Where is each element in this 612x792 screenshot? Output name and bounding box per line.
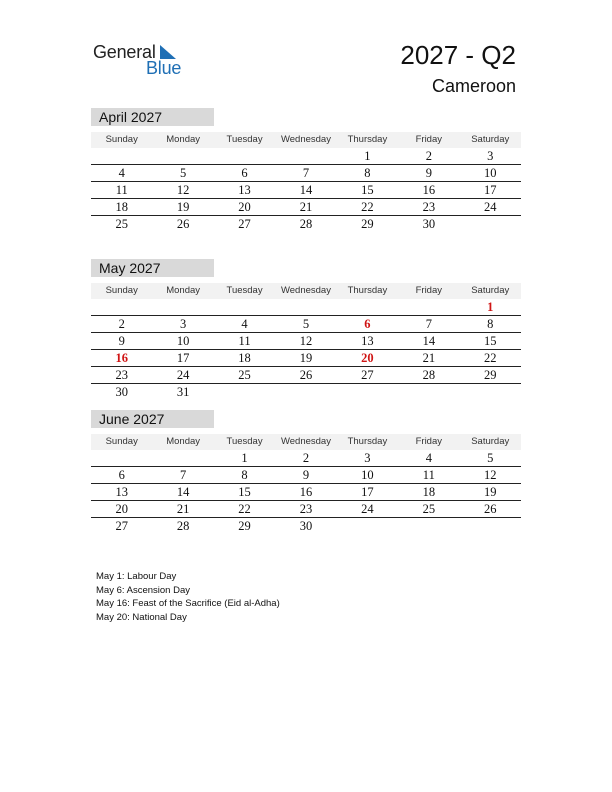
day-cell (460, 384, 521, 400)
day-cell: 26 (483, 502, 497, 516)
holiday-note: May 1: Labour Day (96, 571, 177, 582)
month-title: May 2027 (91, 259, 214, 277)
day-cell: 29 (238, 519, 251, 533)
day-cell: 12 (299, 334, 313, 348)
day-cell (337, 518, 398, 534)
weekday-header: Wednesday (280, 285, 331, 296)
weekday-header: Saturday (471, 134, 510, 145)
day-cell: 2 (302, 451, 310, 465)
day-cell: 5 (180, 166, 187, 180)
week-row (91, 165, 521, 182)
day-cell: 3 (487, 149, 494, 163)
day-cell: 22 (483, 351, 497, 365)
day-cell (460, 518, 521, 534)
day-cell (91, 148, 152, 164)
day-cell: 10 (483, 166, 497, 180)
day-cell: 21 (422, 351, 436, 365)
day-cell: 20 (115, 502, 128, 516)
day-cell: 27 (115, 519, 128, 533)
week-row (91, 316, 521, 333)
week-row (91, 216, 521, 232)
day-cell: 9 (302, 468, 310, 482)
day-cell: 25 (238, 368, 251, 382)
day-cell: 7 (302, 166, 310, 180)
week-row (91, 367, 521, 384)
day-cell: 4 (241, 317, 248, 331)
day-cell: 25 (422, 502, 436, 516)
week-row (91, 299, 521, 316)
weekday-header: Tuesday (226, 134, 263, 145)
day-cell: 11 (115, 183, 128, 197)
day-cell: 11 (238, 334, 251, 348)
day-cell (275, 148, 336, 164)
day-cell: 23 (422, 200, 436, 214)
day-cell (398, 384, 459, 400)
day-cell: 22 (238, 502, 251, 516)
day-cell: 23 (299, 502, 313, 516)
week-row (91, 467, 521, 484)
day-cell (91, 450, 152, 466)
weekday-header: Saturday (471, 285, 510, 296)
day-cell (275, 384, 336, 400)
day-cell: 27 (361, 368, 374, 382)
day-cell (337, 384, 398, 400)
weekday-header-row (91, 434, 521, 450)
day-cell: 1 (241, 451, 248, 465)
week-row (91, 450, 521, 467)
week-row (91, 350, 521, 367)
day-cell: 24 (483, 200, 497, 214)
day-cell: 18 (422, 485, 436, 499)
weekday-header: Monday (166, 134, 201, 145)
day-cell: 29 (483, 368, 497, 382)
day-cell: 9 (118, 334, 125, 348)
weekday-header: Friday (415, 285, 443, 296)
day-cell: 1 (364, 149, 371, 163)
month-april (91, 108, 521, 232)
day-cell (91, 299, 152, 315)
day-cell (275, 299, 336, 315)
day-cell: 21 (176, 502, 190, 516)
day-cell: 3 (364, 451, 371, 465)
logo-blue-text: Blue (146, 58, 182, 78)
logo-general-text: General (93, 42, 156, 62)
day-cell: 28 (299, 217, 313, 231)
day-cell: 4 (425, 451, 432, 465)
day-cell (337, 299, 398, 315)
day-cell: 29 (361, 217, 374, 231)
day-cell: 24 (176, 368, 190, 382)
week-row (91, 182, 521, 199)
day-cell: 3 (180, 317, 187, 331)
day-cell: 16 (299, 485, 313, 499)
holiday-day-cell: 6 (364, 317, 371, 331)
weekday-header: Tuesday (226, 285, 263, 296)
holiday-note: May 20: National Day (96, 611, 187, 623)
day-cell (152, 299, 213, 315)
day-cell: 18 (115, 200, 128, 214)
holiday-day-cell: 20 (361, 351, 374, 365)
month-title: April 2027 (91, 108, 214, 126)
day-cell (398, 518, 459, 534)
weekday-header: Wednesday (280, 436, 331, 447)
weekday-header-row (91, 283, 521, 299)
day-cell: 30 (422, 217, 436, 231)
holiday-day-cell: 1 (487, 300, 494, 314)
day-cell: 28 (422, 368, 436, 382)
day-cell: 8 (364, 166, 371, 180)
day-cell: 4 (118, 166, 125, 180)
day-cell: 27 (238, 217, 251, 231)
holiday-day-cell: 16 (115, 351, 128, 365)
day-cell (214, 148, 275, 164)
day-cell: 31 (176, 385, 190, 399)
day-cell: 7 (180, 468, 187, 482)
holiday-note: May 6: Ascension Day (96, 584, 190, 596)
day-cell (460, 216, 521, 232)
day-cell: 8 (487, 317, 494, 331)
month-title: June 2027 (91, 410, 214, 428)
weekday-header: Saturday (471, 436, 510, 447)
day-cell: 21 (299, 200, 313, 214)
day-cell: 23 (115, 368, 128, 382)
day-cell: 13 (361, 334, 374, 348)
day-cell: 16 (422, 183, 436, 197)
day-cell: 12 (483, 468, 497, 482)
day-cell: 14 (422, 334, 436, 348)
weekday-header: Sunday (105, 134, 138, 145)
weekday-header: Wednesday (280, 134, 331, 145)
weekday-header: Thursday (347, 285, 388, 296)
day-cell: 17 (176, 351, 190, 365)
day-cell: 17 (361, 485, 374, 499)
weekday-header: Sunday (105, 436, 138, 447)
week-row (91, 501, 521, 518)
weekday-header: Tuesday (226, 436, 263, 447)
day-cell: 11 (422, 468, 435, 482)
weekday-header: Friday (415, 436, 443, 447)
logo (93, 40, 193, 80)
day-cell: 15 (483, 334, 497, 348)
day-cell: 19 (299, 351, 313, 365)
day-cell: 26 (176, 217, 190, 231)
day-cell: 8 (241, 468, 248, 482)
day-cell: 5 (487, 451, 494, 465)
weekday-header: Monday (166, 285, 201, 296)
day-cell: 28 (176, 519, 190, 533)
weekday-header: Friday (415, 134, 443, 145)
day-cell: 18 (238, 351, 251, 365)
day-cell: 13 (115, 485, 128, 499)
day-cell: 6 (118, 468, 125, 482)
day-cell: 26 (299, 368, 313, 382)
day-cell: 10 (176, 334, 190, 348)
day-cell: 25 (115, 217, 128, 231)
day-cell: 13 (238, 183, 251, 197)
weekday-header: Sunday (105, 285, 138, 296)
day-cell: 24 (361, 502, 374, 516)
day-cell (152, 450, 213, 466)
day-cell: 14 (176, 485, 190, 499)
weekday-header: Thursday (347, 436, 388, 447)
day-cell: 14 (299, 183, 313, 197)
day-cell (152, 148, 213, 164)
weekday-header-row (91, 132, 521, 148)
day-cell: 30 (299, 519, 313, 533)
day-cell: 30 (115, 385, 128, 399)
day-cell (398, 299, 459, 315)
day-cell (214, 384, 275, 400)
day-cell: 6 (241, 166, 248, 180)
day-cell (214, 299, 275, 315)
week-row (91, 333, 521, 350)
day-cell: 17 (483, 183, 497, 197)
holiday-notes (96, 570, 280, 624)
week-row (91, 148, 521, 165)
holiday-note: May 16: Feast of the Sacrifice (Eid al-Adha) (96, 598, 280, 609)
day-cell: 15 (238, 485, 251, 499)
day-cell: 15 (361, 183, 374, 197)
logo-triangle-icon (160, 45, 176, 59)
month-may (91, 259, 521, 400)
day-cell: 19 (483, 485, 497, 499)
country-name: Cameroon (431, 76, 516, 96)
page-title: 2027 - Q2 (400, 40, 516, 70)
day-cell: 9 (425, 166, 432, 180)
week-row (91, 518, 521, 534)
day-cell: 10 (361, 468, 374, 482)
day-cell: 2 (118, 317, 125, 331)
day-cell: 12 (176, 183, 190, 197)
weekday-header: Thursday (347, 134, 388, 145)
week-row (91, 199, 521, 216)
day-cell: 7 (425, 317, 432, 331)
day-cell: 19 (176, 200, 190, 214)
day-cell: 2 (425, 149, 432, 163)
day-cell: 22 (361, 200, 374, 214)
month-june (91, 410, 521, 534)
week-row (91, 484, 521, 501)
day-cell: 5 (302, 317, 310, 331)
day-cell: 20 (238, 200, 251, 214)
week-row (91, 384, 521, 400)
weekday-header: Monday (166, 436, 201, 447)
